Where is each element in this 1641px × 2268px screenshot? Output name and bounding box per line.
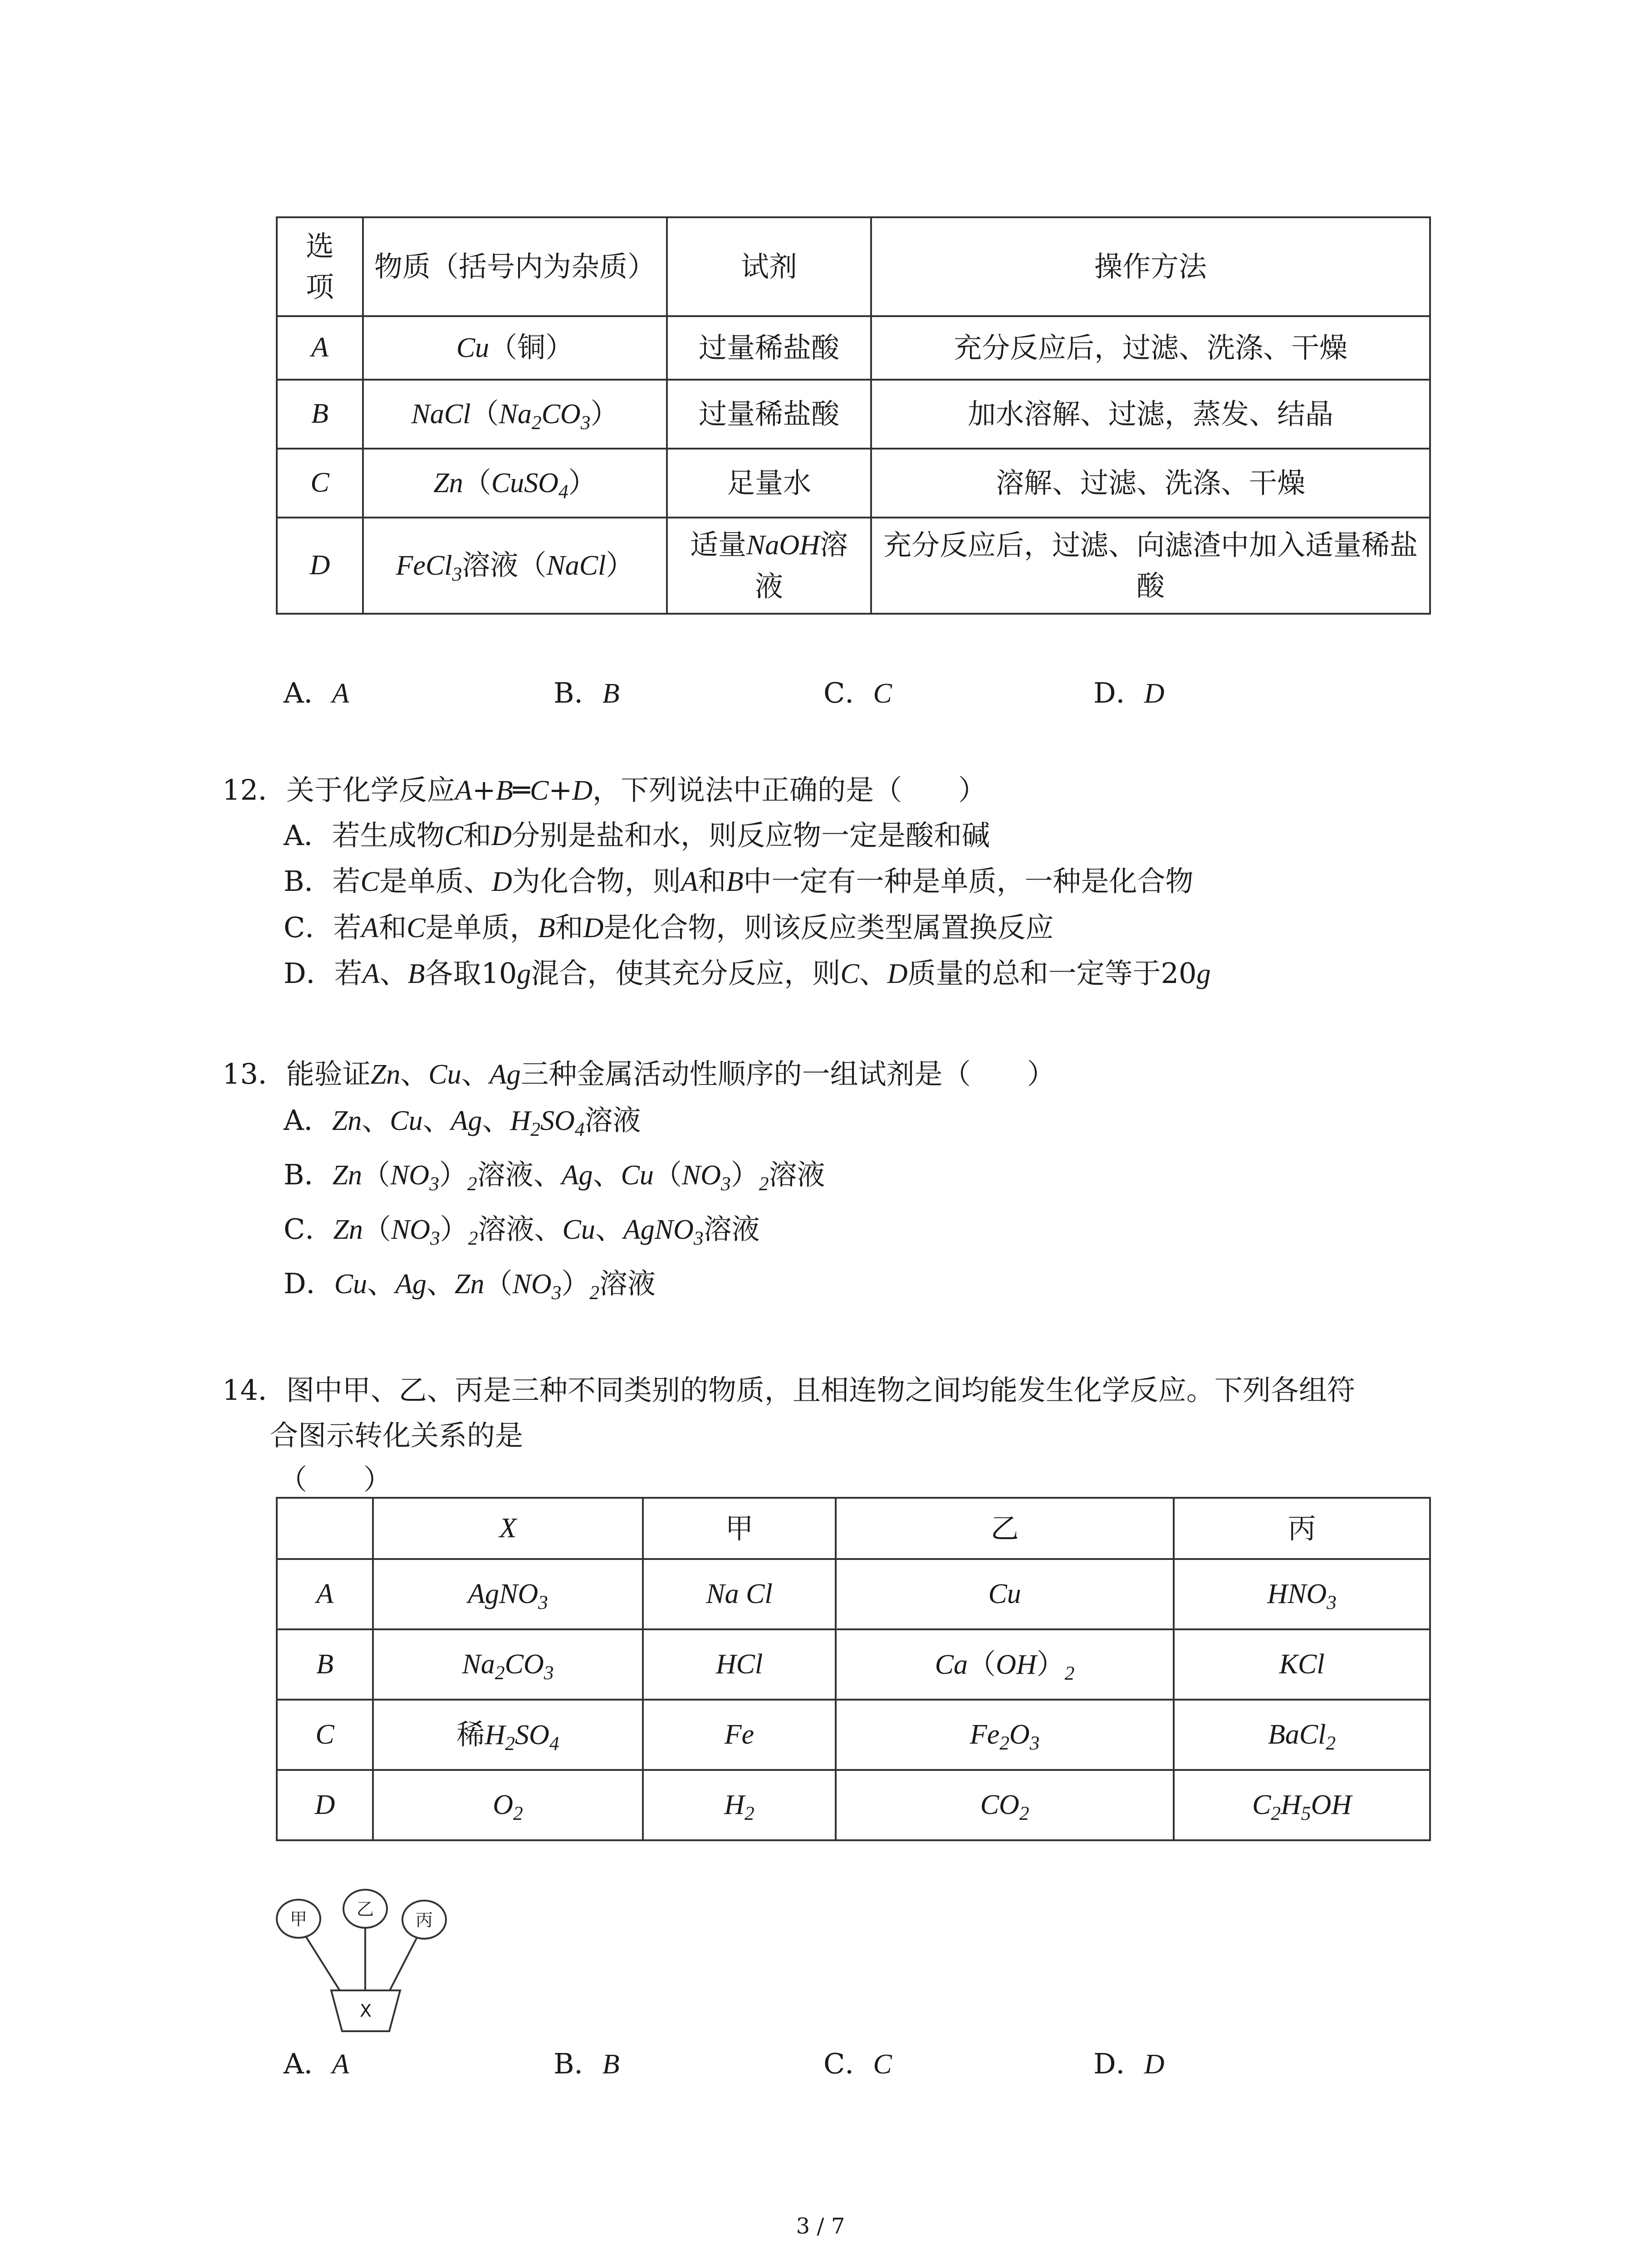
node-x-label: X (359, 2001, 372, 2021)
node-bing-label: 丙 (415, 1910, 433, 1930)
q12-stem: 12．关于化学反应A+B═C+D，下列说法中正确的是（ ） (222, 773, 987, 807)
table-row (277, 380, 1430, 449)
reaction-diagram (272, 1887, 463, 2037)
q12-option-c[interactable]: C．若A和C是单质，B和D是化合物，则该反应类型属置换反应 (284, 911, 1054, 944)
cell-yi: $Fe_2O_3$ (836, 1700, 1174, 1770)
row-substance: FeCl$_3$溶液（NaCl） (363, 518, 667, 614)
choice-a[interactable]: A．A (284, 2047, 349, 2080)
row-substance: $NaCl(Na_2CO_3)$ (363, 380, 667, 449)
cell-yi: $CO_2$ (836, 1770, 1174, 1840)
cell-x: $O_2$ (373, 1770, 643, 1840)
cell-x: $Na_2CO_3$ (373, 1629, 643, 1700)
table-row (277, 449, 1430, 518)
row-option: C (277, 1700, 373, 1770)
cell-x: 稀$H_2SO_4$ (373, 1700, 643, 1770)
choice-a[interactable]: A．A (284, 676, 349, 709)
table-row (277, 1770, 1430, 1840)
row-option: A (277, 1559, 373, 1629)
q13-option-c[interactable]: C．$Zn(NO_3)_2$溶液、Cu、AgNO$_3$溶液 (284, 1212, 760, 1250)
cell-yi: $Ca(OH)_2$ (836, 1629, 1174, 1700)
row-substance: Zn（CuSO$_4$） (363, 449, 667, 518)
q11-choices (284, 670, 1363, 711)
row-reagent: 足量水 (667, 449, 871, 518)
header-yi: 乙 (836, 1498, 1174, 1559)
row-reagent: 过量稀盐酸 (667, 380, 871, 449)
choice-d[interactable]: D．D (1093, 2047, 1165, 2080)
table-row (277, 1559, 1430, 1629)
table-row (277, 1629, 1430, 1700)
row-method: 充分反应后，过滤、向滤渣中加入适量稀盐酸 (871, 518, 1430, 614)
table-header-row (277, 1498, 1430, 1559)
cell-bing: $C_2H_5OH$ (1174, 1770, 1430, 1840)
header-option: 选项 (277, 217, 363, 316)
q13-stem: 13．能验证Zn、Cu、Ag三种金属活动性顺序的一组试剂是（ ） (222, 1057, 1055, 1090)
row-substance: Cu（铜） (363, 316, 667, 380)
header-jia: 甲 (643, 1498, 836, 1559)
header-method: 操作方法 (871, 217, 1430, 316)
cell-bing: KCl (1174, 1629, 1430, 1700)
cell-jia: HCl (643, 1629, 836, 1700)
row-option: B (277, 1629, 373, 1700)
row-method: 充分反应后，过滤、洗涤、干燥 (871, 316, 1430, 380)
row-option: A (277, 316, 363, 380)
table-row (277, 518, 1430, 614)
row-option: D (277, 518, 363, 614)
row-method: 溶解、过滤、洗涤、干燥 (871, 449, 1430, 518)
row-option: D (277, 1770, 373, 1840)
impurity-removal-table (276, 216, 1431, 615)
q14-table (276, 1497, 1431, 1841)
q14-stem-line1: 14．图中甲、乙、丙是三种不同类别的物质，且相连物之间均能发生化学反应。下列各组符 (222, 1374, 1355, 1407)
row-method: 加水溶解、过滤，蒸发、结晶 (871, 380, 1430, 449)
q14-stem-line2: 合图示转化关系的是 (270, 1419, 524, 1452)
header-substance: 物质（括号内为杂质） (363, 217, 667, 316)
row-option: B (277, 380, 363, 449)
cell-jia: $H_2$ (643, 1770, 836, 1840)
choice-b[interactable]: B．B (554, 676, 620, 709)
q13-option-d[interactable]: D．Cu、Ag、$Zn(NO_3)_2$溶液 (284, 1267, 656, 1304)
choice-c[interactable]: C．C (823, 2047, 892, 2080)
header-x: X (373, 1498, 643, 1559)
q12-option-b[interactable]: B．若C是单质、D为化合物，则A和B中一定有一种是单质，一种是化合物 (284, 865, 1194, 898)
cell-jia: Fe (643, 1700, 836, 1770)
choice-d[interactable]: D．D (1093, 676, 1165, 709)
cell-bing: BaCl$_2$ (1174, 1700, 1430, 1770)
cell-yi: Cu (836, 1559, 1174, 1629)
q14-stem-line3: （ ） (279, 1463, 392, 1496)
q12-option-a[interactable]: A．若生成物C和D分别是盐和水，则反应物一定是酸和碱 (284, 819, 990, 852)
choice-c[interactable]: C．C (823, 676, 892, 709)
node-jia-label: 甲 (289, 1909, 308, 1929)
header-reagent: 试剂 (667, 217, 871, 316)
choice-b[interactable]: B．B (554, 2047, 620, 2080)
q13-option-b[interactable]: B．$Zn(NO_3)_2$溶液、Ag、$Cu(NO_3)_2$溶液 (284, 1158, 825, 1195)
q12-option-d[interactable]: D．若A、B各取10g混合，使其充分反应，则C、D质量的总和一定等于20g (284, 957, 1211, 990)
q14-choices (284, 2041, 1363, 2082)
table-header-row (277, 217, 1430, 316)
cell-jia: Na Cl (643, 1559, 836, 1629)
table-row (277, 1700, 1430, 1770)
row-reagent: 过量稀盐酸 (667, 316, 871, 380)
row-option: C (277, 449, 363, 518)
node-yi-label: 乙 (356, 1899, 374, 1919)
page-number: 3 / 7 (796, 2214, 845, 2239)
q13-option-a[interactable]: A．Zn、Cu、Ag、$H_2SO_4$溶液 (284, 1104, 641, 1141)
header-bing: 丙 (1174, 1498, 1430, 1559)
cell-x: AgNO$_3$ (373, 1559, 643, 1629)
row-reagent: 适量NaOH溶液 (667, 518, 871, 614)
cell-bing: $HNO_3$ (1174, 1559, 1430, 1629)
table-row (277, 316, 1430, 380)
header-blank (277, 1498, 373, 1559)
